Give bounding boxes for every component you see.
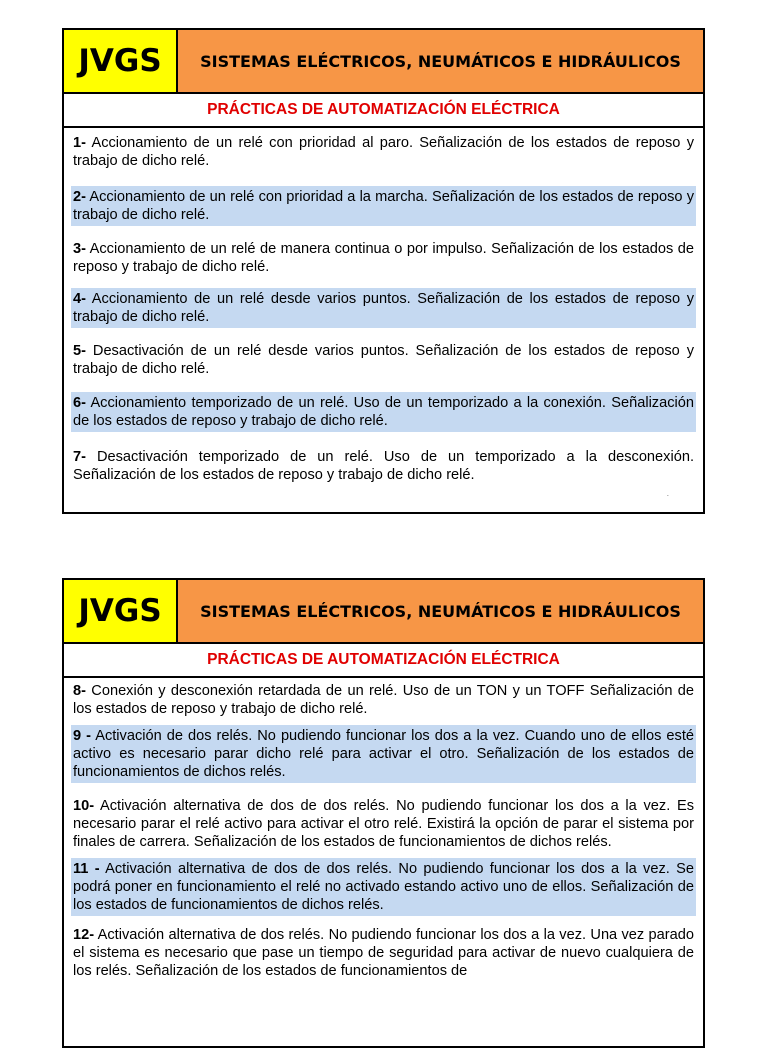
practice-card-1 bbox=[62, 28, 705, 514]
practice-item-9 bbox=[71, 725, 696, 783]
practice-item-8 bbox=[71, 680, 696, 720]
practice-card-2 bbox=[62, 578, 705, 1048]
section-subtitle: PRÁCTICAS DE AUTOMATIZACIÓN ELÉCTRICA bbox=[64, 644, 703, 678]
item-text: Activación alternativa de dos de dos relés. No pudiendo funcionar los dos a la vez. Se podrá poner en funcionamiento el relé no activado estando activo uno de ellos. Señalización de los estados de funcionamientos de dichos relés. bbox=[73, 861, 694, 913]
section-subtitle: PRÁCTICAS DE AUTOMATIZACIÓN ELÉCTRICA bbox=[64, 94, 703, 128]
item-text: Activación alternativa de dos de dos relés. No pudiendo funcionar los dos a la vez. Es necesario parar el relé activo para activar el otro relé. Existirá la opción de parar el sistema por finales de carrera. Señalización de los estados de funcionamientos de dichos relés. bbox=[73, 798, 694, 850]
item-text: Desactivación de un relé desde varios puntos. Señalización de los estados de reposo y trabajo de dicho relé. bbox=[73, 343, 694, 377]
item-number: 3- bbox=[73, 241, 86, 257]
practice-item-11 bbox=[71, 858, 696, 916]
item-number: 12- bbox=[73, 927, 95, 943]
item-text: Accionamiento de un relé de manera continua o por impulso. Señalización de los estados de reposo y trabajo de dicho relé. bbox=[73, 241, 694, 275]
card-header bbox=[64, 580, 703, 644]
practice-item-12 bbox=[71, 924, 696, 982]
header-title: SISTEMAS ELÉCTRICOS, NEUMÁTICOS E HIDRÁULICOS bbox=[178, 30, 703, 92]
item-number: 6- bbox=[73, 395, 86, 411]
decorative-mark: . bbox=[666, 489, 669, 498]
item-number: 5- bbox=[73, 343, 86, 359]
practice-item-10 bbox=[71, 795, 696, 853]
item-text: Accionamiento de un relé desde varios puntos. Señalización de los estados de reposo y trabajo de dicho relé. bbox=[73, 291, 694, 325]
item-number: 2- bbox=[73, 189, 86, 205]
practice-item-4 bbox=[71, 288, 696, 328]
practice-item-7 bbox=[71, 446, 696, 486]
item-text: Conexión y desconexión retardada de un relé. Uso de un TON y un TOFF Señalización de los estados de reposo y trabajo de dicho relé. bbox=[73, 683, 694, 717]
practice-item-6 bbox=[71, 392, 696, 432]
practice-item-2 bbox=[71, 186, 696, 226]
card-header bbox=[64, 30, 703, 94]
item-text: Accionamiento temporizado de un relé. Uso de un temporizado a la conexión. Señalización de los estados de reposo y trabajo de dicho relé. bbox=[73, 395, 694, 429]
item-number: 7- bbox=[73, 449, 86, 465]
item-text: Desactivación temporizado de un relé. Uso de un temporizado a la desconexión. Señalización de los estados de reposo y trabajo de dicho relé. bbox=[73, 449, 694, 483]
item-number: 1- bbox=[73, 135, 86, 151]
item-text: Accionamiento de un relé con prioridad al paro. Señalización de los estados de reposo y trabajo de dicho relé. bbox=[73, 135, 694, 169]
item-number: 4- bbox=[73, 291, 86, 307]
header-title: SISTEMAS ELÉCTRICOS, NEUMÁTICOS E HIDRÁULICOS bbox=[178, 580, 703, 642]
item-number: 11 - bbox=[73, 861, 100, 877]
item-text: Activación alternativa de dos relés. No pudiendo funcionar los dos a la vez. Una vez parado el sistema es necesario que pase un tiempo de seguridad para activar de nuevo cualquiera de los relés. Señalización de los estados de funcionamientos de bbox=[73, 927, 694, 979]
practice-item-1 bbox=[71, 132, 696, 172]
jvgs-logo: JVGS bbox=[64, 580, 178, 642]
item-number: 9 - bbox=[73, 728, 91, 744]
practice-item-5 bbox=[71, 340, 696, 380]
item-number: 10- bbox=[73, 798, 95, 814]
jvgs-logo: JVGS bbox=[64, 30, 178, 92]
item-number: 8- bbox=[73, 683, 86, 699]
item-text: Activación de dos relés. No pudiendo funcionar los dos a la vez. Cuando uno de ellos esté activo es necesario parar dicho relé para activar el otro. Señalización de los estados de funcionamientos de dichos relés. bbox=[73, 728, 694, 780]
practice-item-3 bbox=[71, 238, 696, 278]
item-text: Accionamiento de un relé con prioridad a la marcha. Señalización de los estados de reposo y trabajo de dicho relé. bbox=[73, 189, 694, 223]
